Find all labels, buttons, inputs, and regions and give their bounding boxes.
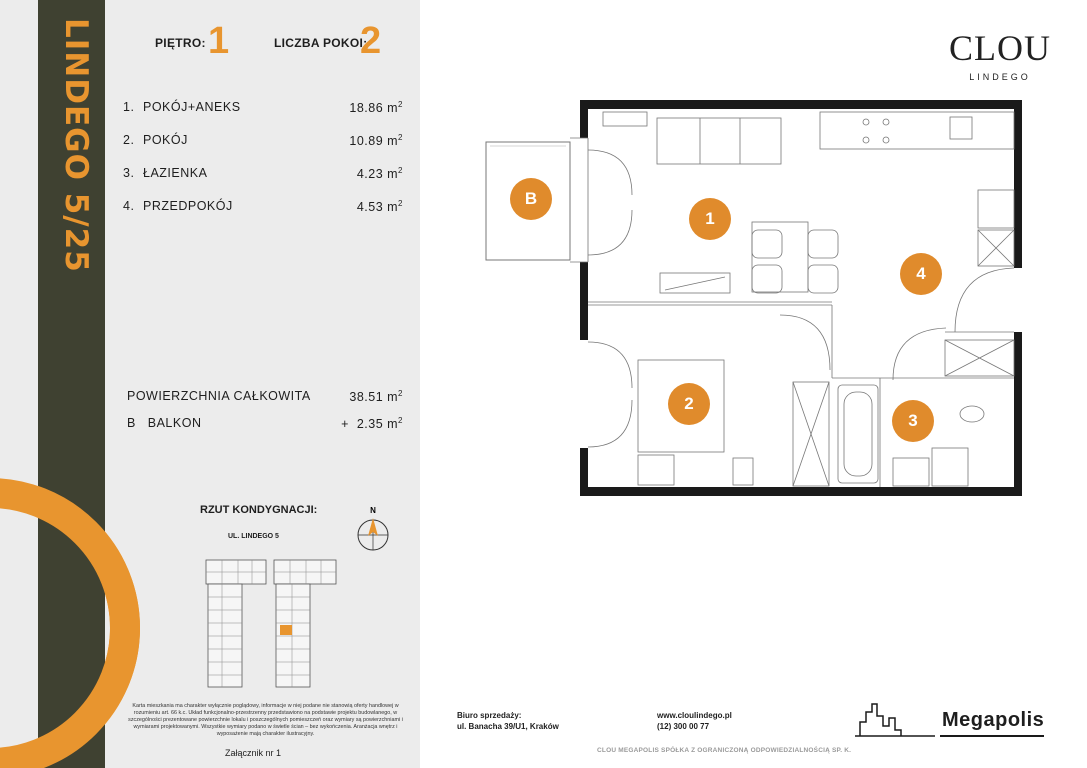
compass-north-label: N [370, 506, 376, 515]
brand-name: CLOU [949, 28, 1051, 68]
room-row: 1. POKÓJ+ANEKS 18.86 $m^2$ [123, 100, 403, 116]
room-row: 3. ŁAZIENKA 4.23 $m^2$ [123, 166, 403, 182]
brand-sub: LINDEGO [969, 72, 1031, 82]
skyline-logo-icon [855, 700, 935, 738]
plan-label-balcony: B [510, 178, 552, 220]
total-area-row: POWIERZCHNIA CAŁKOWITA 38.51 $m^2$ [127, 389, 403, 405]
street-label: UL. LINDEGO 5 [228, 533, 279, 540]
developer-name: Megapolis [942, 709, 1045, 731]
balcony-row: B BALKON + 2.35 $m^2$ [127, 416, 403, 432]
contact-info [657, 710, 732, 732]
floor-value: 1 [208, 20, 230, 62]
phone-number: (12) 300 00 77 [657, 722, 710, 731]
vertical-title: LINDEGO 5/25 [58, 18, 94, 273]
office-info: Biuro sprzedaży: ul. Banacha 39/U1, Kraków [457, 711, 559, 731]
plan-label-room-3: 3 [892, 400, 934, 442]
apartment-floor-plan [480, 95, 1040, 500]
floor-plan-title: RZUT KONDYGNACJI: [200, 504, 318, 516]
website-link[interactable]: www.cloulindego.pl [657, 711, 732, 720]
rooms-count-value: 2 [360, 20, 382, 62]
plan-label-room-4: 4 [900, 253, 942, 295]
plan-label-room-2: 2 [668, 383, 710, 425]
plan-label-room-1: 1 [689, 198, 731, 240]
rooms-count-label: LICZBA POKOI: [274, 36, 368, 50]
disclaimer-text: Karta mieszkania ma charakter wyłącznie poglądowy, informacje w niej podane nie stanowią oferty handlowej w rozumieniu art. 66 k.c. Układ funkcjonalno-przestrzenny przedstawiono na podstawie projektu budowlanego, w szczególności prezentowane powierzchnie lokalu i poszczególnych pomieszczeń oraz wymiary są powierzchniami i wymiarami projektowanymi. Wszystkie wymiary podano w świetle ścian – bez wykończenia. Aranżacja wnętrz i wyposażenie mają charakter ilustracyjny. [128, 703, 403, 737]
info-panel [0, 0, 420, 768]
appendix-label: Załącznik nr 1 [225, 748, 282, 758]
brand-logo [940, 30, 1060, 82]
floor-label: PIĘTRO: [155, 36, 206, 50]
developer-underline [940, 735, 1044, 737]
room-row: 4. PRZEDPOKÓJ 4.53 $m^2$ [123, 199, 403, 215]
compass-icon [355, 505, 391, 553]
legal-text: CLOU MEGAPOLIS SPÓŁKA Z OGRANICZONĄ ODPOWIEDZIALNOŚCIĄ SP. K. [597, 747, 852, 754]
highlighted-apartment [280, 625, 292, 635]
building-floor-plan [200, 555, 340, 690]
room-row: 2. POKÓJ 10.89 $m^2$ [123, 133, 403, 149]
